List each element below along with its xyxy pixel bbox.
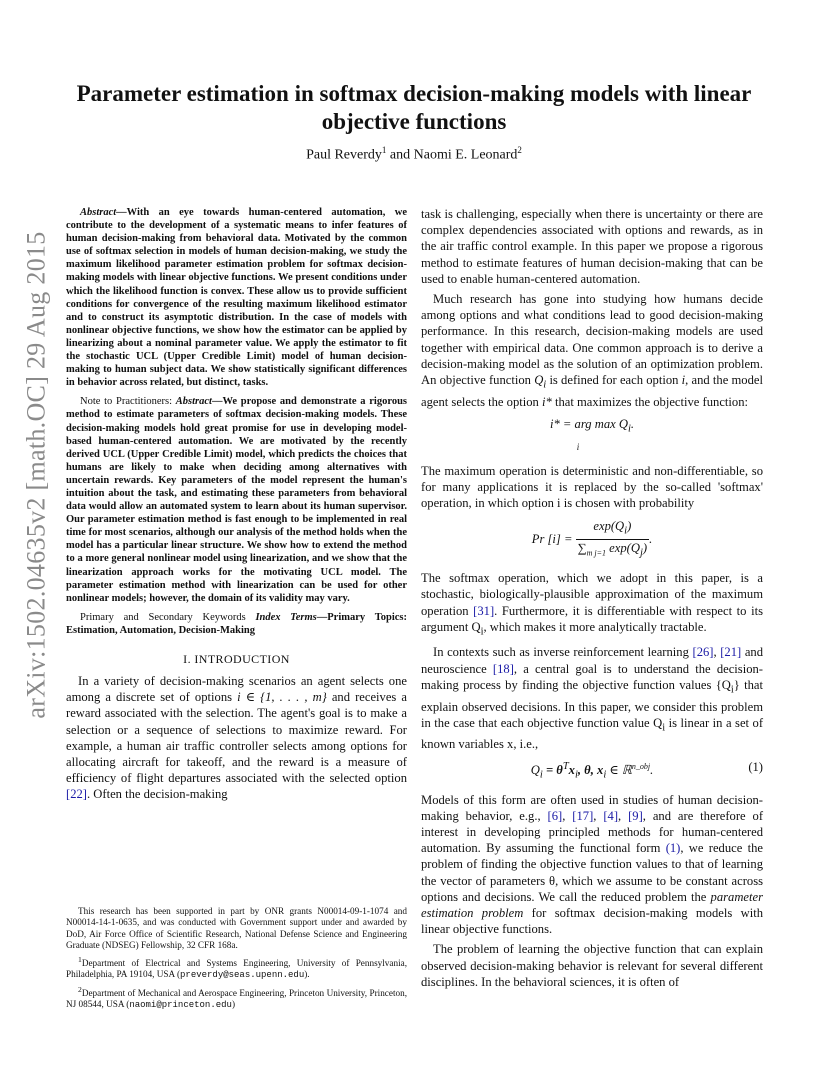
math-sub: i bbox=[730, 684, 734, 696]
eq-text: Q bbox=[530, 762, 540, 777]
affil-2: 2 bbox=[517, 145, 522, 155]
paragraph: Models of this form are often used in studies of human decision-making behavior, e.g., [6], [17], [4], [9], and are therefore of interest in developing principled methods for human-centered automation. By assuming the functional form (1), we reduce the problem of finding the objective function values to that of learning the vector of parameters θ, which we assume to be constant across options and decisions. We call the reduced problem the parameter estimation problem for softmax decision-making models with linear objective functions. bbox=[421, 792, 764, 937]
paragraph: task is challenging, especially when there is uncertainty or there are complex dependencies associated with options and rewards, as in the air traffic control example. In this paper we propose a rigorous method to estimate features of human decision-making that can be used to enable human-centered automation. bbox=[421, 207, 763, 286]
footnotes bbox=[66, 906, 407, 1013]
equation-softmax: Pr [i] = $\frac{\exp(Q_i)}{\sum_{m j=1} \exp(Q_j)}$ . bbox=[421, 518, 763, 563]
note-to-practitioners bbox=[66, 395, 407, 605]
fn1-text: Department of Electrical and Systems Engineering, University of Pennsylvania, Philadelphia, PA 19104, USA ( bbox=[66, 957, 407, 980]
arxiv-id: arXiv:1502.04635v2 [math.OC] 29 Aug 2015 bbox=[22, 231, 51, 719]
text: , a central goal is to understand the decision-making process by finding the objective function values {Q bbox=[421, 661, 763, 692]
num-sub: i bbox=[624, 525, 628, 537]
math-inline: i ∈ {1, . . . , m} bbox=[237, 690, 327, 705]
footnote-2 bbox=[66, 984, 407, 1012]
text: . Furthermore, it is differentiable with respect to its argument Q bbox=[421, 603, 763, 634]
text: Models of this form are often used in studies of human decision-making behavior, e.g., bbox=[421, 792, 763, 823]
citation-link[interactable]: [9] bbox=[628, 808, 643, 823]
citation-link[interactable]: [4] bbox=[603, 808, 619, 823]
text: , we reduce the problem of finding the objective function values to that of learning the vector of parameters θ, which we assume to be constant across options and decisions. We call the reduced problem the bbox=[421, 841, 763, 904]
arxiv-stamp bbox=[8, 231, 66, 719]
eq-sub: i bbox=[627, 423, 631, 435]
abstract-text: —With an eye towards human-centered automation, we contribute to the development of a systematic means to infer features of human decision-making from behavioral data. Motivated by the common use of softmax selection in models of human decision-making, we study the maximum likelihood parameter estimation problem for softmax decision-making models with linear objective functions. We present conditions under which the likelihood function is convex. These allow us to provide sufficient conditions for convergence of the resulting maximum likelihood estimator and to construct its asymptotic distribution. In the case of models with nonlinear objective functions, we show how the estimator can be applied by linearizing about a nominal parameter value. We apply the estimator to fit the stochastic UCL (Upper Credible Limit) model of human decision-making to human subject data. We show statistically significant differences in behavior across related, but distinct, tasks. bbox=[66, 207, 407, 389]
text: is linear in a set of known variables x, i.e., bbox=[421, 715, 764, 752]
text: is defined for each option bbox=[546, 373, 682, 388]
numerator: $\exp(Q_i)$ bbox=[576, 518, 649, 541]
fraction bbox=[576, 518, 649, 563]
keywords-text: —Primary Topics: Estimation, Automation, Decision-Making bbox=[66, 611, 408, 636]
citation-link[interactable]: [17] bbox=[572, 808, 594, 823]
author-2: Naomi E. Leonard bbox=[413, 147, 518, 163]
citation-link[interactable]: [31] bbox=[473, 603, 495, 618]
paragraph: The problem of learning the objective function that can explain observed decision-making behavior is relevant for several different disciplines. In the behavioral sciences, it is often of bbox=[421, 942, 763, 989]
authors-and: and bbox=[386, 147, 414, 163]
section-heading: I. INTRODUCTION bbox=[183, 652, 290, 666]
emphasis: parameter estimation problem bbox=[421, 889, 763, 921]
practitioners-prefix: Note to Practitioners: bbox=[80, 396, 176, 408]
keywords-prefix: Primary and Secondary Keywords bbox=[80, 611, 256, 623]
text: , bbox=[713, 645, 721, 660]
left-column bbox=[66, 206, 407, 807]
affil-1: 1 bbox=[381, 145, 387, 155]
citation-link[interactable]: [22] bbox=[66, 787, 87, 802]
eq-text: i* = arg max Q bbox=[549, 416, 628, 431]
paragraph bbox=[421, 644, 763, 752]
eq-in: ∈ ℝ bbox=[606, 762, 632, 777]
sum-sign: ∑ bbox=[577, 541, 587, 556]
intro-paragraph bbox=[66, 673, 407, 803]
fn2-text: Department of Mechanical and Aerospace Engineering, Princeton University, Princeton, NJ 08544, USA ( bbox=[66, 987, 407, 1009]
eq-sub: i bbox=[574, 769, 578, 781]
footnote-1 bbox=[66, 954, 407, 982]
eq-sub: i bbox=[539, 769, 543, 781]
author-1: Paul Reverdy bbox=[306, 147, 382, 163]
text: that maximizes the objective function: bbox=[551, 394, 749, 409]
text: , and the model agent selects the option bbox=[421, 373, 763, 409]
email-1[interactable]: preverdy@seas.upenn.edu bbox=[180, 970, 305, 981]
denominator: $\sum_{m j=1}$ $\exp(Q_j)$ bbox=[577, 541, 648, 559]
eq-power: n_obj bbox=[631, 761, 651, 771]
text: , and are therefore of interest in developing principled methods for human-centered automation. By assuming the functional form bbox=[421, 808, 764, 856]
citation-link[interactable]: [6] bbox=[547, 808, 563, 823]
math-inline: i bbox=[681, 373, 686, 388]
practitioners-text: —We propose and demonstrate a rigorous method to estimate parameters of softmax decision-making models. These decision-making models hold great promise for use in developing model-based human-centered automation. We are motivated by the recently derived UCL (Upper Credible Limit) model, which predicts the choices that humans are likely to make when deciding among alternatives with uncertain rewards. Key parameters of the model represent the human's intuition about the task, and estimating these parameters from behavioral data would allow an automated system to learn about its human supervisor. Our parameter estimation method is fast enough to be implemented in real time for most scenarios, although our analysis of the method holds when the model has a particular linear structure. We show how to extend the method to a more general nonlinear model using linearization, and we show that the linearization approach works for the motivating UCL model. The parameter estimation method with linearization can be used for other nonlinear models; however, the domain of its validity may vary. bbox=[66, 396, 407, 604]
text: } that explain observed decisions. In this paper, we consider this problem in the case that each objective function value Q bbox=[421, 677, 764, 730]
text: for softmax decision-making models with linear objective functions. bbox=[421, 906, 763, 937]
keywords bbox=[66, 611, 407, 637]
paper-title: Parameter estimation in softmax decision-making models with linear objective functions bbox=[76, 81, 752, 134]
intro-text-1: In a variety of decision-making scenarios an agent selects one among a discrete set of options bbox=[66, 674, 407, 705]
eq-tail: , θ, x bbox=[577, 762, 604, 777]
abstract bbox=[66, 206, 407, 389]
citation-link[interactable]: [21] bbox=[720, 645, 742, 660]
eq-under: i bbox=[576, 441, 580, 452]
sum-limits: m j=1 bbox=[586, 548, 607, 558]
paragraph: The maximum operation is deterministic and non-differentiable, so for many applications it is replaced by the so-called 'softmax' operation, in which option i is chosen with probability bbox=[421, 463, 763, 511]
keywords-lead: Index Terms bbox=[255, 611, 317, 623]
math-sub: i bbox=[662, 722, 666, 734]
practitioners-lead: Abstract bbox=[175, 396, 212, 408]
citation-link[interactable]: [18] bbox=[492, 661, 514, 676]
eq-theta: = θ bbox=[542, 762, 563, 777]
eq-lhs: Pr [i] = bbox=[531, 531, 573, 546]
eq-sub: i bbox=[603, 769, 607, 781]
math-inline: i* bbox=[542, 394, 552, 409]
email-2[interactable]: naomi@princeton.edu bbox=[129, 999, 232, 1010]
abstract-lead: Abstract bbox=[80, 207, 117, 218]
fn2-mark: 2 bbox=[78, 984, 82, 994]
text: The softmax operation, which we adopt in this paper, is a stochastic, biologically-plausible approximation of the maximum operation bbox=[421, 571, 763, 618]
eq-x: x bbox=[568, 762, 575, 777]
authors bbox=[60, 145, 768, 164]
den-sub: j bbox=[639, 547, 643, 559]
text: , which makes it more analytically tractable. bbox=[483, 619, 707, 634]
fn1-mark: 1 bbox=[78, 954, 82, 964]
intro-text-2: and receives a reward associated with the selection. The agent's goal is to make a selection or a sequence of selections to maximize reward. For example, a human air traffic controller selects among options for allocating aircraft for takeoff, and the reward is a measure of efficiency of flight departures associated with the selected option bbox=[66, 690, 408, 786]
equation-linear: $Q_i = \theta^Tx_i$, θ, $x_i$ ∈ ℝ$^{n\_obj}$. (1) bbox=[530, 759, 763, 781]
equation-argmax: i* = arg $\max Q_i$. i bbox=[549, 416, 635, 452]
num-text: exp(Q bbox=[593, 518, 625, 533]
right-column bbox=[421, 206, 763, 994]
fn2-end: ) bbox=[231, 998, 235, 1009]
text: Much research has gone into studying how humans decide among options and what conditions lead to good decision-making performance. In this research, decision-making models are used together with empirical data. One common approach is to derive a decision-making model as the solution of an optimization problem. An objective function bbox=[421, 292, 763, 388]
math-inline: Q bbox=[534, 373, 544, 388]
citation-link[interactable]: [26] bbox=[692, 645, 714, 660]
equation-number: (1) bbox=[748, 759, 763, 774]
paragraph bbox=[421, 570, 763, 640]
math-sub: i bbox=[543, 379, 547, 391]
fn1-end: ). bbox=[304, 969, 310, 980]
eq-transpose: T bbox=[562, 760, 569, 772]
funding-footnote: This research has been supported in part by ONR grants N00014-09-1-1074 and N00014-14-1-0635, and was conducted with Government support under and awarded by DoD, Air Force Office of Scientific Research, National Defense Science and Engineering Graduate (NDSEG) Fellowship, 32 CFR 168a. bbox=[66, 906, 407, 951]
math-sub: i bbox=[480, 626, 484, 638]
equation-link[interactable]: (1) bbox=[665, 841, 681, 856]
den-text: exp(Q bbox=[609, 541, 640, 556]
paragraph bbox=[421, 291, 763, 410]
intro-text-3: . Often the decision-making bbox=[86, 787, 228, 802]
text: In contexts such as inverse reinforcement learning bbox=[433, 645, 693, 660]
text: and neuroscience bbox=[421, 645, 764, 676]
